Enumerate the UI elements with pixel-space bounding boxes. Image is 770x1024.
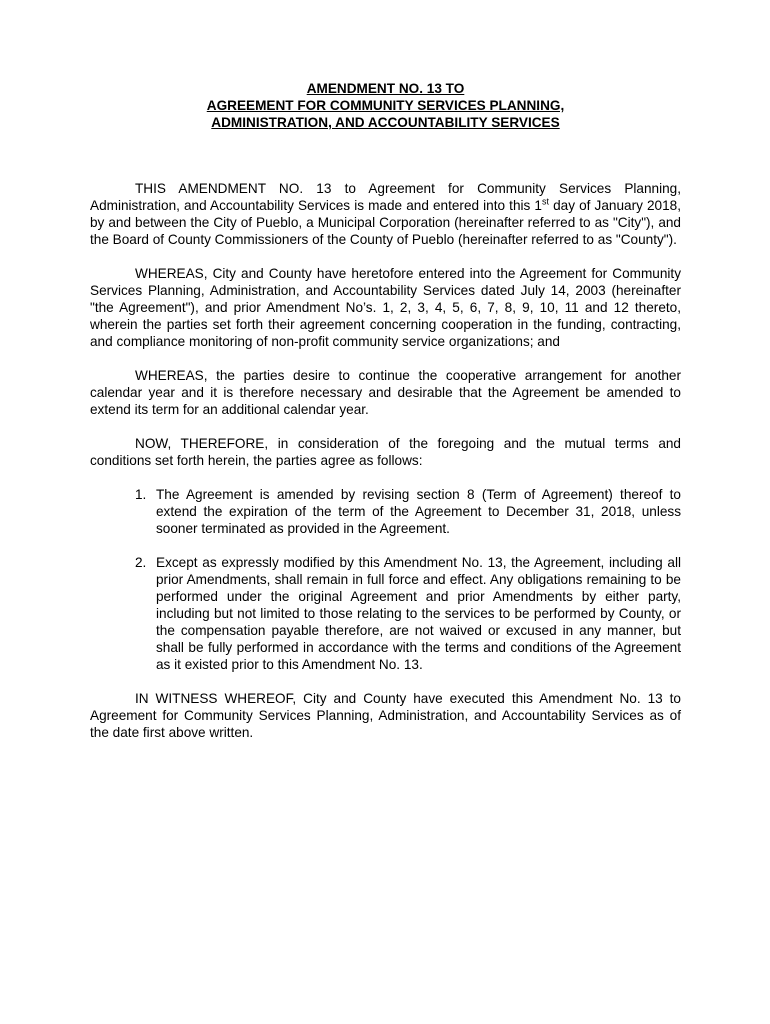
list-item — [90, 554, 681, 673]
now-therefore-paragraph: NOW, THEREFORE, in consideration of the foregoing and the mutual terms and conditions set forth herein, the parties agree as follows: — [90, 436, 681, 468]
list-item-text: Except as expressly modified by this Amendment No. 13, the Agreement, including all prior Amendments, shall remain in full force and effect. Any obligations remaining to be performed under the original Agreement and prior Amendments by either party, including but not limited to those relating to the services to be performed by County, or the compensation payable therefore, are not waived or excused in any manner, but shall be fully performed in accordance with the terms and conditions of the Agreement as it existed prior to this Amendment No. 13. — [156, 555, 681, 672]
list-item-text: The Agreement is amended by revising section 8 (Term of Agreement) thereof to extend the expiration of the term of the Agreement to December 31, 2018, unless sooner terminated as provided in the Agreement. — [156, 487, 681, 536]
document-title — [90, 80, 681, 131]
title-line-3: ADMINISTRATION, AND ACCOUNTABILITY SERVICES — [211, 115, 560, 130]
intro-text-part1: THIS AMENDMENT NO. 13 to Agreement for Community Services Planning, Administration, and Accountability Services is made and entered into this 1 — [90, 181, 681, 213]
agreement-items-list — [90, 486, 681, 673]
intro-paragraph — [90, 180, 681, 248]
intro-ordinal-suffix: st — [541, 196, 549, 207]
list-item — [90, 486, 681, 537]
list-item-number: 1. — [135, 487, 147, 502]
whereas-paragraph-2: WHEREAS, the parties desire to continue the cooperative arrangement for another calendar year and it is therefore necessary and desirable that the Agreement be amended to extend its term for an additional calendar year. — [90, 368, 681, 417]
title-line-1: AMENDMENT NO. 13 TO — [306, 81, 465, 96]
whereas-paragraph-1: WHEREAS, City and County have heretofore entered into the Agreement for Community Services Planning, Administration, and Accountability Services dated July 14, 2003 (hereinafter "the Agreement"), and prior Amendment No’s. 1, 2, 3, 4, 5, 6, 7, 8, 9, 10, 11 and 12 thereto, wherein the parties set forth their agreement concerning cooperation in the funding, contracting, and compliance monitoring of non-profit community service organizations; and — [90, 266, 681, 349]
witness-paragraph: IN WITNESS WHEREOF, City and County have executed this Amendment No. 13 to Agreement for Community Services Planning, Administration, and Accountability Services as of the date first above written. — [90, 691, 681, 740]
document-page — [90, 80, 681, 741]
title-line-2: AGREEMENT FOR COMMUNITY SERVICES PLANNING, — [206, 98, 565, 113]
intro-text-part2: day of January 2018, by and between the City of Pueblo, a Municipal Corporation (hereinafter referred to as "City"), and the Board of County Commissioners of the County of Pueblo (hereinafter referred to as "County"). — [90, 198, 681, 247]
list-item-number: 2. — [135, 555, 147, 570]
